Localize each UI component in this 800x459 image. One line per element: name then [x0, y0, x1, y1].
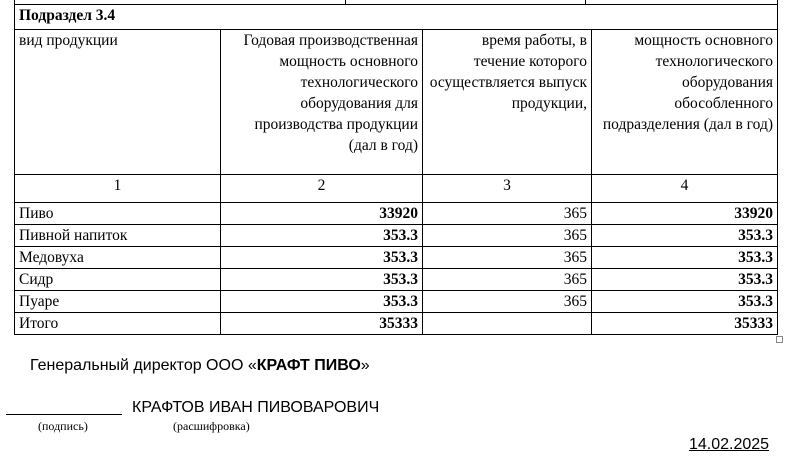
- days-cell: 365: [423, 247, 592, 269]
- table-row: [15, 291, 778, 313]
- signatory-position: [30, 357, 370, 375]
- days-cell: 365: [423, 203, 592, 225]
- column-number: 2: [221, 175, 423, 203]
- signature-caption: (подпись): [38, 419, 88, 433]
- table-row: [15, 269, 778, 291]
- days-cell: 365: [423, 225, 592, 247]
- position-suffix: »: [360, 357, 370, 374]
- column-header-capacity: Годовая производственная мощность основного технологического оборудования для производства продукции (дал в год): [221, 30, 423, 175]
- name-caption: (расшифровка): [173, 419, 250, 433]
- branch-capacity-cell: 35333: [592, 313, 778, 335]
- table-row: [15, 247, 778, 269]
- company-name: КРАФТ ПИВО: [256, 357, 361, 374]
- branch-capacity-cell: 33920: [592, 203, 778, 225]
- product-cell: Пуаре: [15, 291, 221, 313]
- column-number: 1: [15, 175, 221, 203]
- column-number: 3: [423, 175, 592, 203]
- table-resize-handle[interactable]: [776, 336, 783, 343]
- capacity-cell: 353.3: [221, 291, 423, 313]
- column-number: 4: [592, 175, 778, 203]
- capacity-cell: 35333: [221, 313, 423, 335]
- capacity-cell: 353.3: [221, 225, 423, 247]
- column-header-days: время работы, в течение которого осуществляется выпуск продукции,: [423, 30, 592, 175]
- product-cell: Медовуха: [15, 247, 221, 269]
- column-number-row: [15, 175, 778, 203]
- signature-underline: [6, 414, 122, 415]
- branch-capacity-cell: 353.3: [592, 225, 778, 247]
- position-prefix: Генеральный директор ООО «: [30, 357, 257, 374]
- table-row: [15, 225, 778, 247]
- branch-capacity-cell: 353.3: [592, 247, 778, 269]
- product-cell: Пиво: [15, 203, 221, 225]
- column-header-product: вид продукции: [15, 30, 221, 175]
- days-cell: 365: [423, 269, 592, 291]
- branch-capacity-cell: 353.3: [592, 291, 778, 313]
- signatory-full-name: КРАФТОВ ИВАН ПИВОВАРОВИЧ: [132, 399, 380, 416]
- product-cell: Сидр: [15, 269, 221, 291]
- days-cell: [423, 313, 592, 335]
- total-row: [15, 313, 778, 335]
- document-date: 14.02.2025: [689, 436, 770, 453]
- header-row: [15, 30, 778, 175]
- capacity-cell: 353.3: [221, 269, 423, 291]
- table-row: [15, 203, 778, 225]
- product-cell: Итого: [15, 313, 221, 335]
- capacity-table: [14, 4, 778, 335]
- column-header-branch-capacity: мощность основного технологического оборудования обособленного подразделения (дал в год): [592, 30, 778, 175]
- product-cell: Пивной напиток: [15, 225, 221, 247]
- capacity-cell: 353.3: [221, 247, 423, 269]
- branch-capacity-cell: 353.3: [592, 269, 778, 291]
- section-title: Подраздел 3.4: [15, 5, 778, 30]
- days-cell: 365: [423, 291, 592, 313]
- capacity-cell: 33920: [221, 203, 423, 225]
